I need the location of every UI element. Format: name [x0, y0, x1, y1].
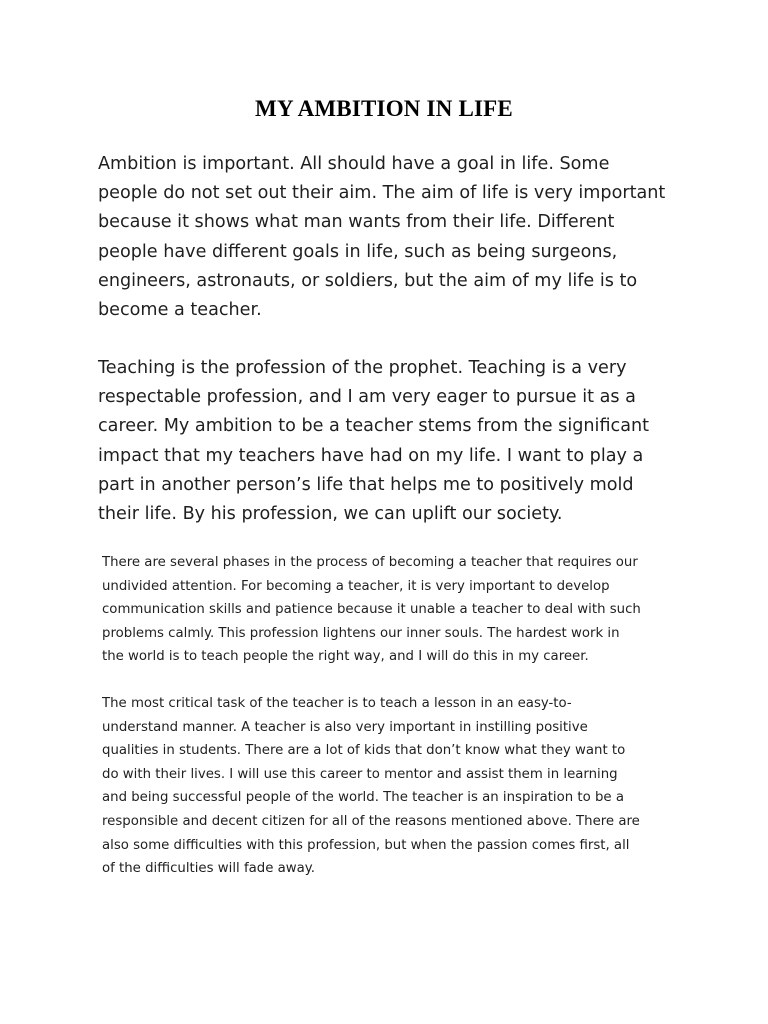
- paragraph-line: impact that my teachers have had on my life. I want to play a: [98, 445, 644, 466]
- paragraph-2: [98, 354, 649, 529]
- paragraph-line: There are several phases in the process of becoming a teacher that requires our: [102, 555, 638, 570]
- paragraph-line: the world is to teach people the right way, and I will do this in my career.: [102, 649, 589, 665]
- paragraph-line: of the difficulties will fade away.: [102, 861, 315, 877]
- paragraph-line: engineers, astronauts, or soldiers, but the aim of my life is to: [98, 270, 638, 291]
- paragraph-line: qualities in students. There are a lot of kids that don’t know what they want to: [102, 743, 626, 759]
- paragraph-1: [98, 150, 665, 325]
- paragraph-line: Teaching is the profession of the prophet. Teaching is a very: [98, 358, 627, 378]
- paragraph-line: also some difficulties with this profession, but when the passion comes first, all: [102, 837, 630, 853]
- paragraph-line: people have different goals in life, such as being surgeons,: [98, 241, 618, 262]
- paragraph-line: and being successful people of the world. The teacher is an inspiration to be a: [102, 790, 624, 806]
- paragraph-line: The most critical task of the teacher is to teach a lesson in an easy-to-: [102, 696, 572, 711]
- paragraph-line: career. My ambition to be a teacher stems from the significant: [98, 416, 650, 437]
- paragraph-line: undivided attention. For becoming a teacher, it is very important to develop: [102, 578, 610, 594]
- paragraph-line: become a teacher.: [98, 300, 262, 321]
- paragraph-line: responsible and decent citizen for all of the reasons mentioned above. There are: [102, 813, 640, 829]
- paragraph-line: do with their lives. I will use this career to mentor and assist them in learning: [102, 766, 618, 782]
- paragraph-4: [102, 692, 640, 881]
- paragraph-line: their life. By his profession, we can uplift our society.: [98, 504, 563, 525]
- paragraph-line: problems calmly. This profession lightens our inner souls. The hardest work in: [102, 625, 620, 641]
- paragraph-3: [102, 551, 641, 669]
- paragraph-line: because it shows what man wants from their life. Different: [98, 212, 615, 233]
- paragraph-line: Ambition is important. All should have a goal in life. Some: [98, 154, 610, 174]
- paragraph-line: communication skills and patience because it unable a teacher to deal with such: [102, 602, 641, 618]
- paragraph-line: people do not set out their aim. The aim of life is very important: [98, 183, 666, 204]
- document-title: MY AMBITION IN LIFE: [255, 96, 513, 121]
- paragraph-line: understand manner. A teacher is also very important in instilling positive: [102, 719, 588, 735]
- paragraph-line: respectable profession, and I am very eager to pursue it as a: [98, 387, 636, 408]
- paragraph-line: part in another person’s life that helps me to positively mold: [98, 474, 634, 495]
